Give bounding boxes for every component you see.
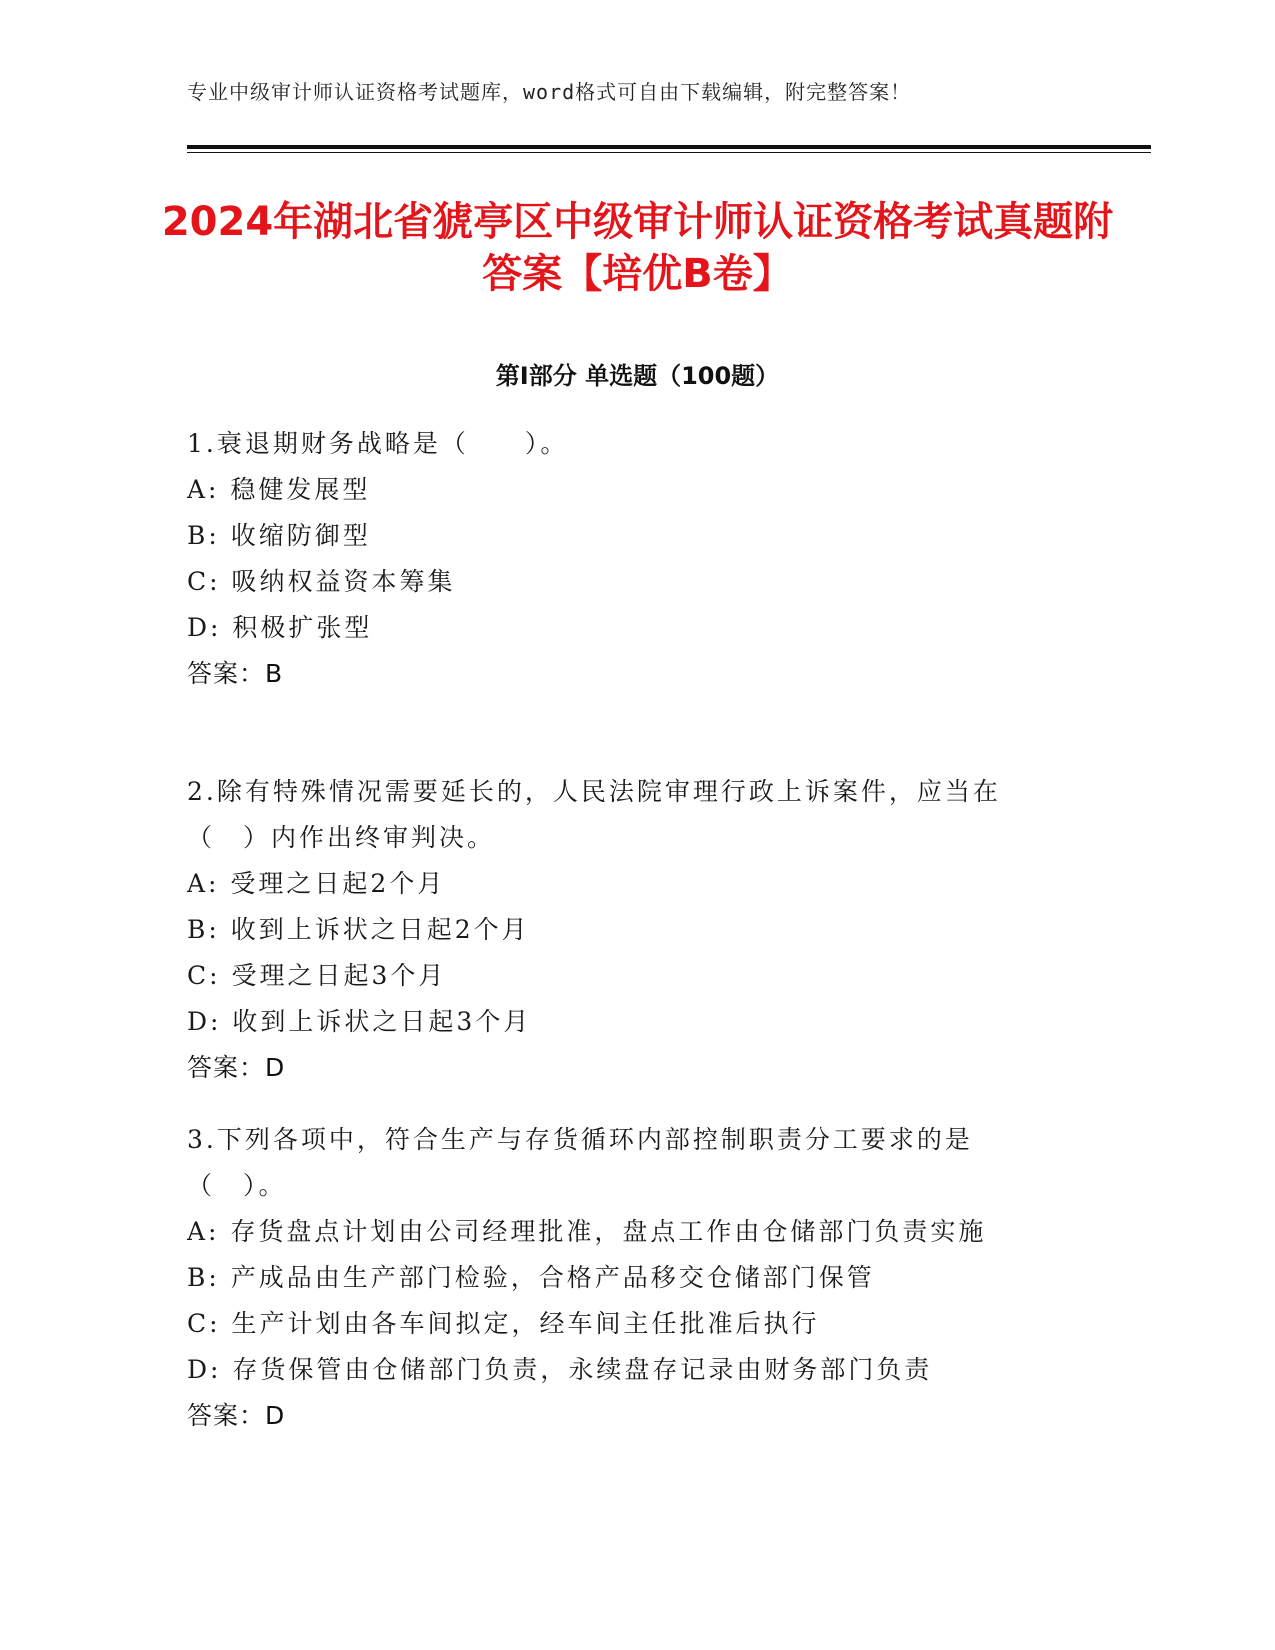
option-d: D: 存货保管由仓储部门负责，永续盘存记录由财务部门负责: [187, 1355, 933, 1384]
question-1: [187, 421, 1067, 697]
question-stem: 3.下列各项中，符合生产与存货循环内部控制职责分工要求的是（ ）。: [187, 1125, 973, 1200]
option-a: A: 存货盘点计划由公司经理批准，盘点工作由仓储部门负责实施: [187, 1217, 987, 1246]
header-divider-thin: [187, 152, 1151, 153]
option-c: C: 生产计划由各车间拟定，经车间主任批准后执行: [187, 1309, 820, 1338]
header-note: 专业中级审计师认证资格考试题库，word格式可自由下载编辑，附完整答案！: [187, 80, 912, 104]
answer: 答案：B: [187, 659, 284, 688]
option-c: C: 吸纳权益资本筹集: [187, 567, 456, 596]
option-b: B: 收缩防御型: [187, 521, 371, 550]
question-stem: 1.衰退期财务战略是（ ）。: [187, 429, 569, 458]
answer: 答案：D: [187, 1401, 286, 1430]
option-b: B: 收到上诉状之日起2个月: [187, 915, 530, 944]
option-d: D: 收到上诉状之日起3个月: [187, 1007, 532, 1036]
question-stem: 2.除有特殊情况需要延长的，人民法院审理行政上诉案件，应当在（ ）内作出终审判决。: [187, 777, 1001, 852]
section-heading: 第I部分 单选题（100题）: [495, 362, 780, 390]
question-3: [187, 1117, 1067, 1439]
option-a: A: 稳健发展型: [187, 475, 371, 504]
option-c: C: 受理之日起3个月: [187, 961, 447, 990]
option-d: D: 积极扩张型: [187, 613, 373, 642]
option-b: B: 产成品由生产部门检验，合格产品移交仓储部门保管: [187, 1263, 875, 1292]
answer: 答案：D: [187, 1053, 286, 1082]
option-a: A: 受理之日起2个月: [187, 869, 446, 898]
question-2: [187, 769, 1067, 1091]
document-title: 2024年湖北省猇亭区中级审计师认证资格考试真题附答案【培优B卷】: [161, 199, 1114, 297]
header-divider-thick: [187, 145, 1151, 149]
